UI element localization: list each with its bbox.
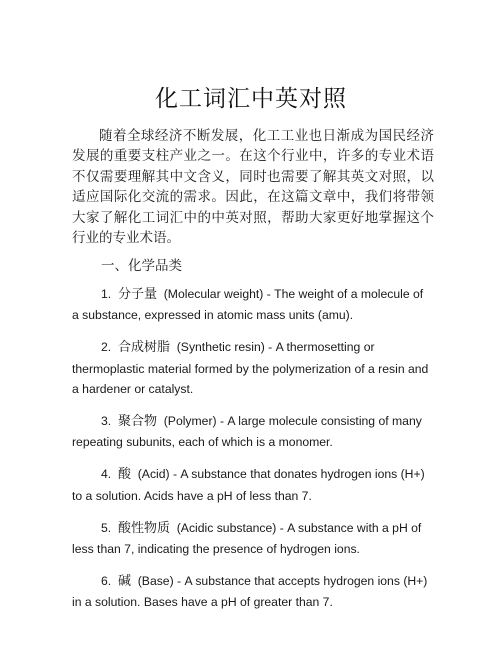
item-chinese-term: 酸性物质	[117, 520, 170, 536]
item-number: 4.	[101, 467, 112, 482]
item-chinese-term: 分子量	[117, 287, 157, 302]
item-english-definition: (Molecular weight) - The weight of a molecule of a substance, expressed in atomic mass units (amu).	[72, 287, 424, 323]
page-title: 化工词汇中英对照	[155, 86, 347, 112]
item-chinese-term: 酸	[117, 467, 131, 483]
item-english-definition: (Synthetic resin) - A thermosetting or thermoplastic material formed by the polymerization of a resin and a hardener or catalyst.	[72, 340, 429, 397]
item-english-definition: (Acid) - A substance that donates hydrogen ions (H+) to a solution. Acids have a pH of less than 7.	[72, 467, 425, 503]
list-item	[72, 337, 432, 399]
item-number: 5.	[101, 520, 112, 535]
item-english-definition: (Acidic substance) - A substance with a pH of less than 7, indicating the presence of hydrogen ions.	[72, 520, 422, 557]
item-chinese-term: 聚合物	[117, 414, 157, 430]
item-number: 3.	[101, 414, 112, 429]
term-list	[72, 284, 432, 624]
item-chinese-term: 合成树脂	[117, 340, 170, 356]
list-item	[72, 571, 432, 613]
item-english-definition: (Polymer) - A large molecule consisting of many repeating subunits, each of which is a monomer.	[72, 414, 422, 450]
item-number: 1.	[101, 287, 112, 301]
intro-paragraph: 随着全球经济不断发展，化工工业也日渐成为国民经济发展的重要支柱产业之一。在这个行业中，许多的专业术语不仅需要理解其中文含义，同时也需要了解其英文对照，以适应国际化交流的需求。因此，在这篇文章中，我们将带领大家了解化工词汇中的中英对照，帮助大家更好地掌握这个行业的专业术语。	[72, 128, 434, 247]
list-item	[72, 284, 432, 326]
item-chinese-term: 碱	[117, 573, 131, 589]
list-item	[72, 411, 432, 453]
list-item	[72, 464, 432, 506]
section-heading: 一、化学品类	[101, 258, 182, 274]
item-number: 6.	[101, 573, 112, 588]
list-item	[72, 518, 432, 560]
item-english-definition: (Base) - A substance that accepts hydrogen ions (H+) in a solution. Bases have a pH of greater than 7.	[72, 573, 428, 610]
item-number: 2.	[101, 340, 112, 355]
